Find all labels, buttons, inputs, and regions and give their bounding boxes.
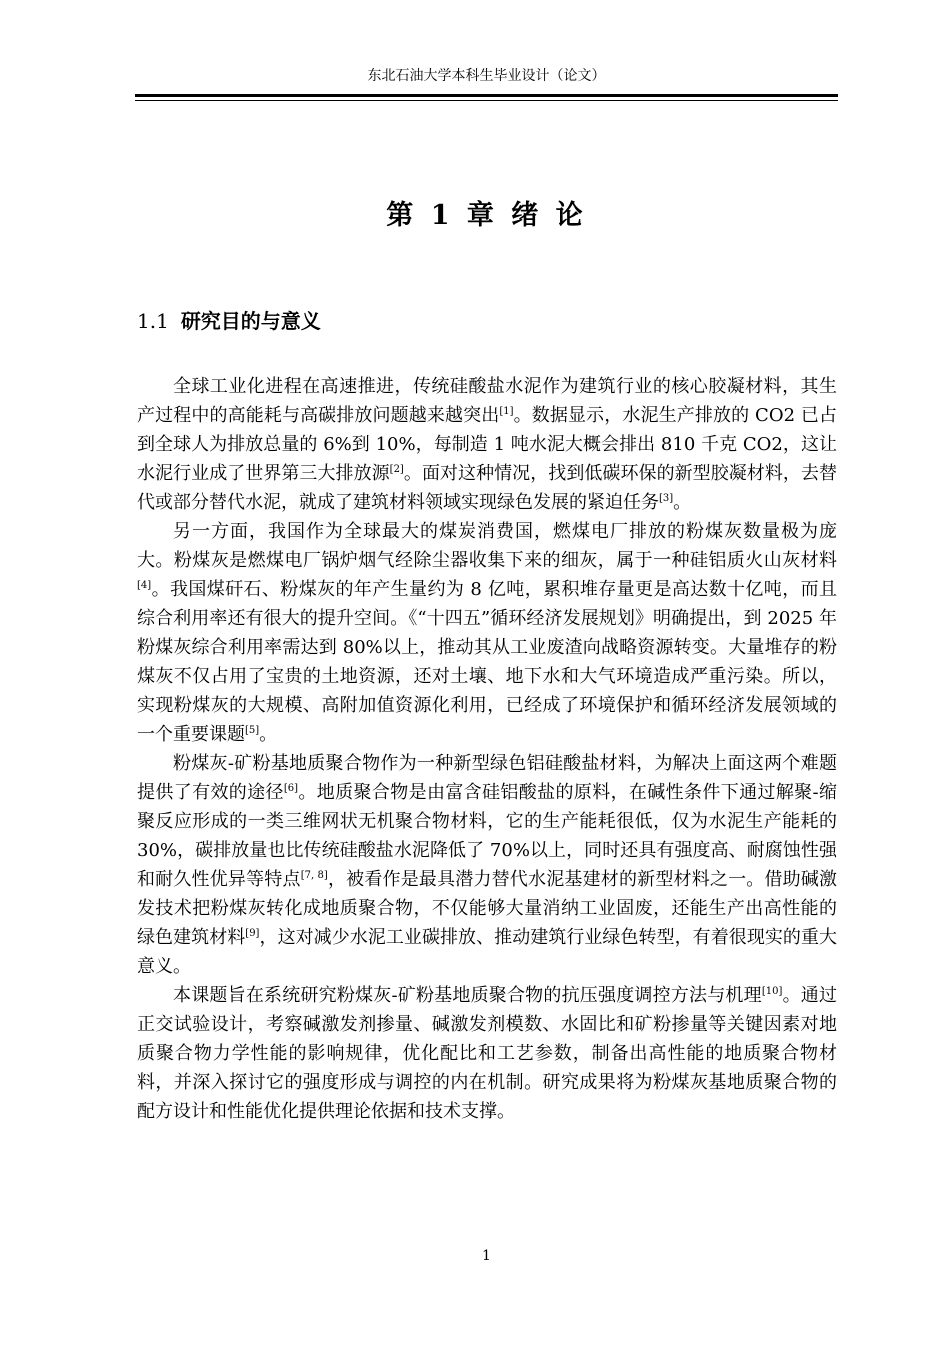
- page-number: 1: [482, 1248, 491, 1264]
- text-run: 。我国煤矸石、粉煤灰的年产生量约为 8 亿吨，累积堆存量更是高达数十亿吨，而且综合利用率还有很大的提升空间。《“十四五”循环经济发展规划》明确提出，到 2025 年粉煤灰综合利用率需达到 80%以上，推动其从工业废渣向战略资源转变。大量堆存的粉煤灰不仅占用了宝贵的土地资源，还对土壤、地下水和大气环境造成严重污染。所以，实现粉煤灰的大规模、高附加值资源化利用，已经成了环境保护和循环经济发展领域的一个重要课题: [137, 579, 837, 745]
- text-run: ，被看作是最具潜力替代水泥基建材的新型材料之一。借助碱激发技术把粉煤灰转化成地质聚合物，不仅能够大量消纳工业固废，还能生产出高性能的绿色建筑材料: [137, 869, 838, 948]
- section-heading: [137, 306, 321, 336]
- text-run: 粉煤灰-矿粉基地质聚合物作为一种新型绿色铝硅酸盐材料，为解决上面这两个难题提供了有效的途径: [137, 753, 837, 803]
- citation: [3]: [659, 493, 674, 504]
- text-run: 。面对这种情况，找到低碳环保的新型胶凝材料，去替代或部分替代水泥，就成了建筑材料领域实现绿色发展的紧迫任务: [137, 463, 837, 513]
- text-run: 。数据显示，水泥生产排放的 CO2 已占到全球人为排放总量的 6%到 10%，每制造 1 吨水泥大概会排出 810 千克 CO2，这让水泥行业成了世界第三大排放源: [137, 405, 837, 484]
- text-run: ，这对减少水泥工业碳排放、推动建筑行业绿色转型，有着很现实的重大意义。: [137, 927, 838, 977]
- citation: [2]: [389, 464, 404, 475]
- paragraph-2: [137, 517, 837, 749]
- paragraph-4: [137, 981, 837, 1126]
- citation: [1]: [499, 406, 514, 417]
- citation: [10]: [761, 986, 783, 997]
- chapter-title: 第 1 章 绪 论: [386, 200, 587, 231]
- text-run: 。: [673, 492, 692, 513]
- citation: [6]: [283, 783, 299, 794]
- text-run: 全球工业化进程在高速推进，传统硅酸盐水泥作为建筑行业的核心胶凝材料，其生产过程中的高能耗与高碳排放问题越来越突出: [137, 376, 837, 426]
- header-rule-thick: [135, 94, 838, 97]
- paragraph-3: [137, 749, 837, 981]
- paragraph-1: [137, 372, 837, 517]
- text-run: 本课题旨在系统研究粉煤灰-矿粉基地质聚合物的抗压强度调控方法与机理: [173, 985, 762, 1006]
- citation: [4]: [137, 580, 152, 591]
- citation: [7, 8]: [300, 870, 328, 881]
- text-run: 。通过正交试验设计，考察碱激发剂掺量、碱激发剂模数、水固比和矿粉掺量等关键因素对地质聚合物力学性能的影响规律，优化配比和工艺参数，制备出高性能的地质聚合物材料，并深入探讨它的强度形成与调控的内在机制。研究成果将为粉煤灰基地质聚合物的配方设计和性能优化提供理论依据和技术支撑。: [137, 985, 837, 1122]
- section-title: 研究目的与意义: [180, 309, 321, 333]
- section-number: 1.1: [137, 309, 169, 333]
- citation: [5]: [245, 725, 260, 736]
- citation: [9]: [245, 928, 260, 939]
- header-rule-thin: [135, 100, 838, 101]
- text-run: 。地质聚合物是由富含硅铝酸盐的原料，在碱性条件下通过解聚-缩聚反应形成的一类三维网状无机聚合物材料，它的生产能耗很低，仅为水泥生产能耗的 30%，碳排放量也比传统硅酸盐水泥降低了 70%以上，同时还具有强度高、耐腐蚀性强和耐久性优异等特点: [137, 782, 837, 890]
- text-run: 。: [259, 724, 278, 745]
- text-run: 另一方面，我国作为全球最大的煤炭消费国，燃煤电厂排放的粉煤灰数量极为庞大。粉煤灰是燃煤电厂锅炉烟气经除尘器收集下来的细灰，属于一种硅铝质火山灰材料: [137, 521, 837, 571]
- body-text: [137, 372, 837, 1126]
- running-header: 东北石油大学本科生毕业设计（论文）: [367, 68, 606, 84]
